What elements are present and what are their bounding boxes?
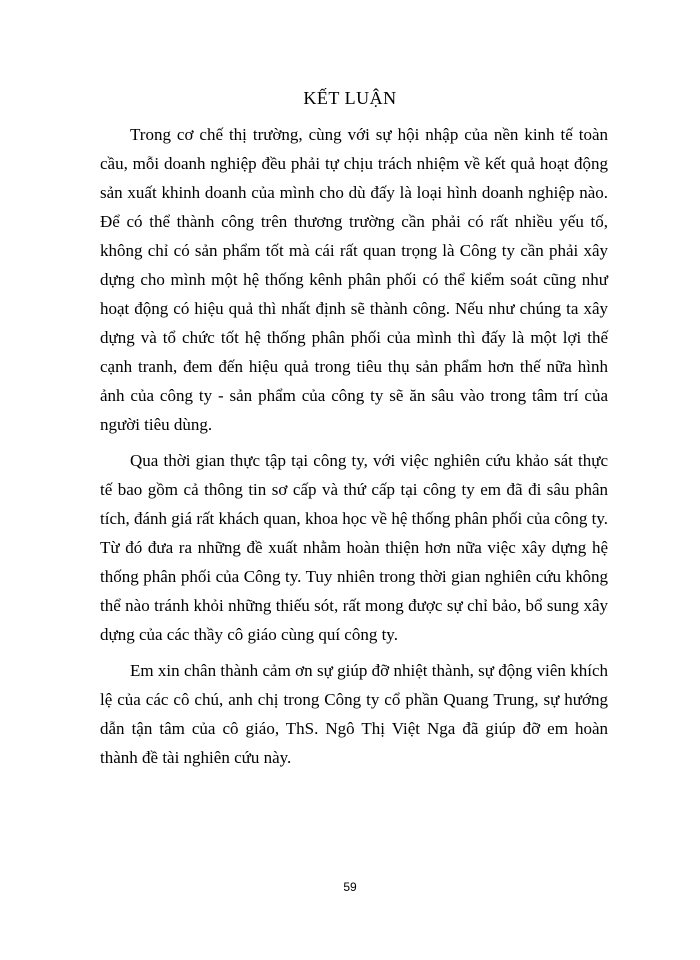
document-body xyxy=(100,120,608,779)
paragraph-internship: Qua thời gian thực tập tại công ty, với việc nghiên cứu khảo sát thực tế bao gồm cả thông tin sơ cấp và thứ cấp tại công ty em đã đi sâu phân tích, đánh giá rất khách quan, khoa học về hệ thống phân phối của công ty. Từ đó đưa ra những đề xuất nhằm hoàn thiện hơn nữa việc xây dựng hệ thống phân phối của Công ty. Tuy nhiên trong thời gian nghiên cứu không thể nào tránh khỏi những thiếu sót, rất mong được sự chỉ bảo, bổ sung xây dựng của các thầy cô giáo cùng quí công ty. xyxy=(100,451,608,644)
page-number: 59 xyxy=(343,880,357,894)
paragraph-acknowledgement: Em xin chân thành cảm ơn sự giúp đỡ nhiệt thành, sự động viên khích lệ của các cô chú, anh chị trong Công ty cổ phần Quang Trung, sự hướng dẫn tận tâm của cô giáo, ThS. Ngô Thị Việt Nga đã giúp đỡ em hoàn thành đề tài nghiên cứu này. xyxy=(100,661,608,767)
paragraph-intro: Trong cơ chế thị trường, cùng với sự hội nhập của nền kinh tế toàn cầu, mỗi doanh nghiệp đều phải tự chịu trách nhiệm về kết quả hoạt động sản xuất khinh doanh của mình cho dù đấy là loại hình doanh nghiệp nào. Để có thể thành công trên thương trường cần phải có rất nhiều yếu tố, không chỉ có sản phẩm tốt mà cái rất quan trọng là Công ty cần phải xây dựng cho mình một hệ thống kênh phân phối có thể kiểm soát cũng như hoạt động có hiệu quả thì nhất định sẽ thành công. Nếu như chúng ta xây dựng và tổ chức tốt hệ thống phân phối của mình thì đấy là một lợi thế cạnh tranh, đem đến hiệu quả trong tiêu thụ sản phẩm hơn thế nữa hình ảnh của công ty - sản phẩm của công ty sẽ ăn sâu vào trong tâm trí của người tiêu dùng. xyxy=(100,125,608,434)
page-title: KẾT LUẬN xyxy=(303,88,397,108)
